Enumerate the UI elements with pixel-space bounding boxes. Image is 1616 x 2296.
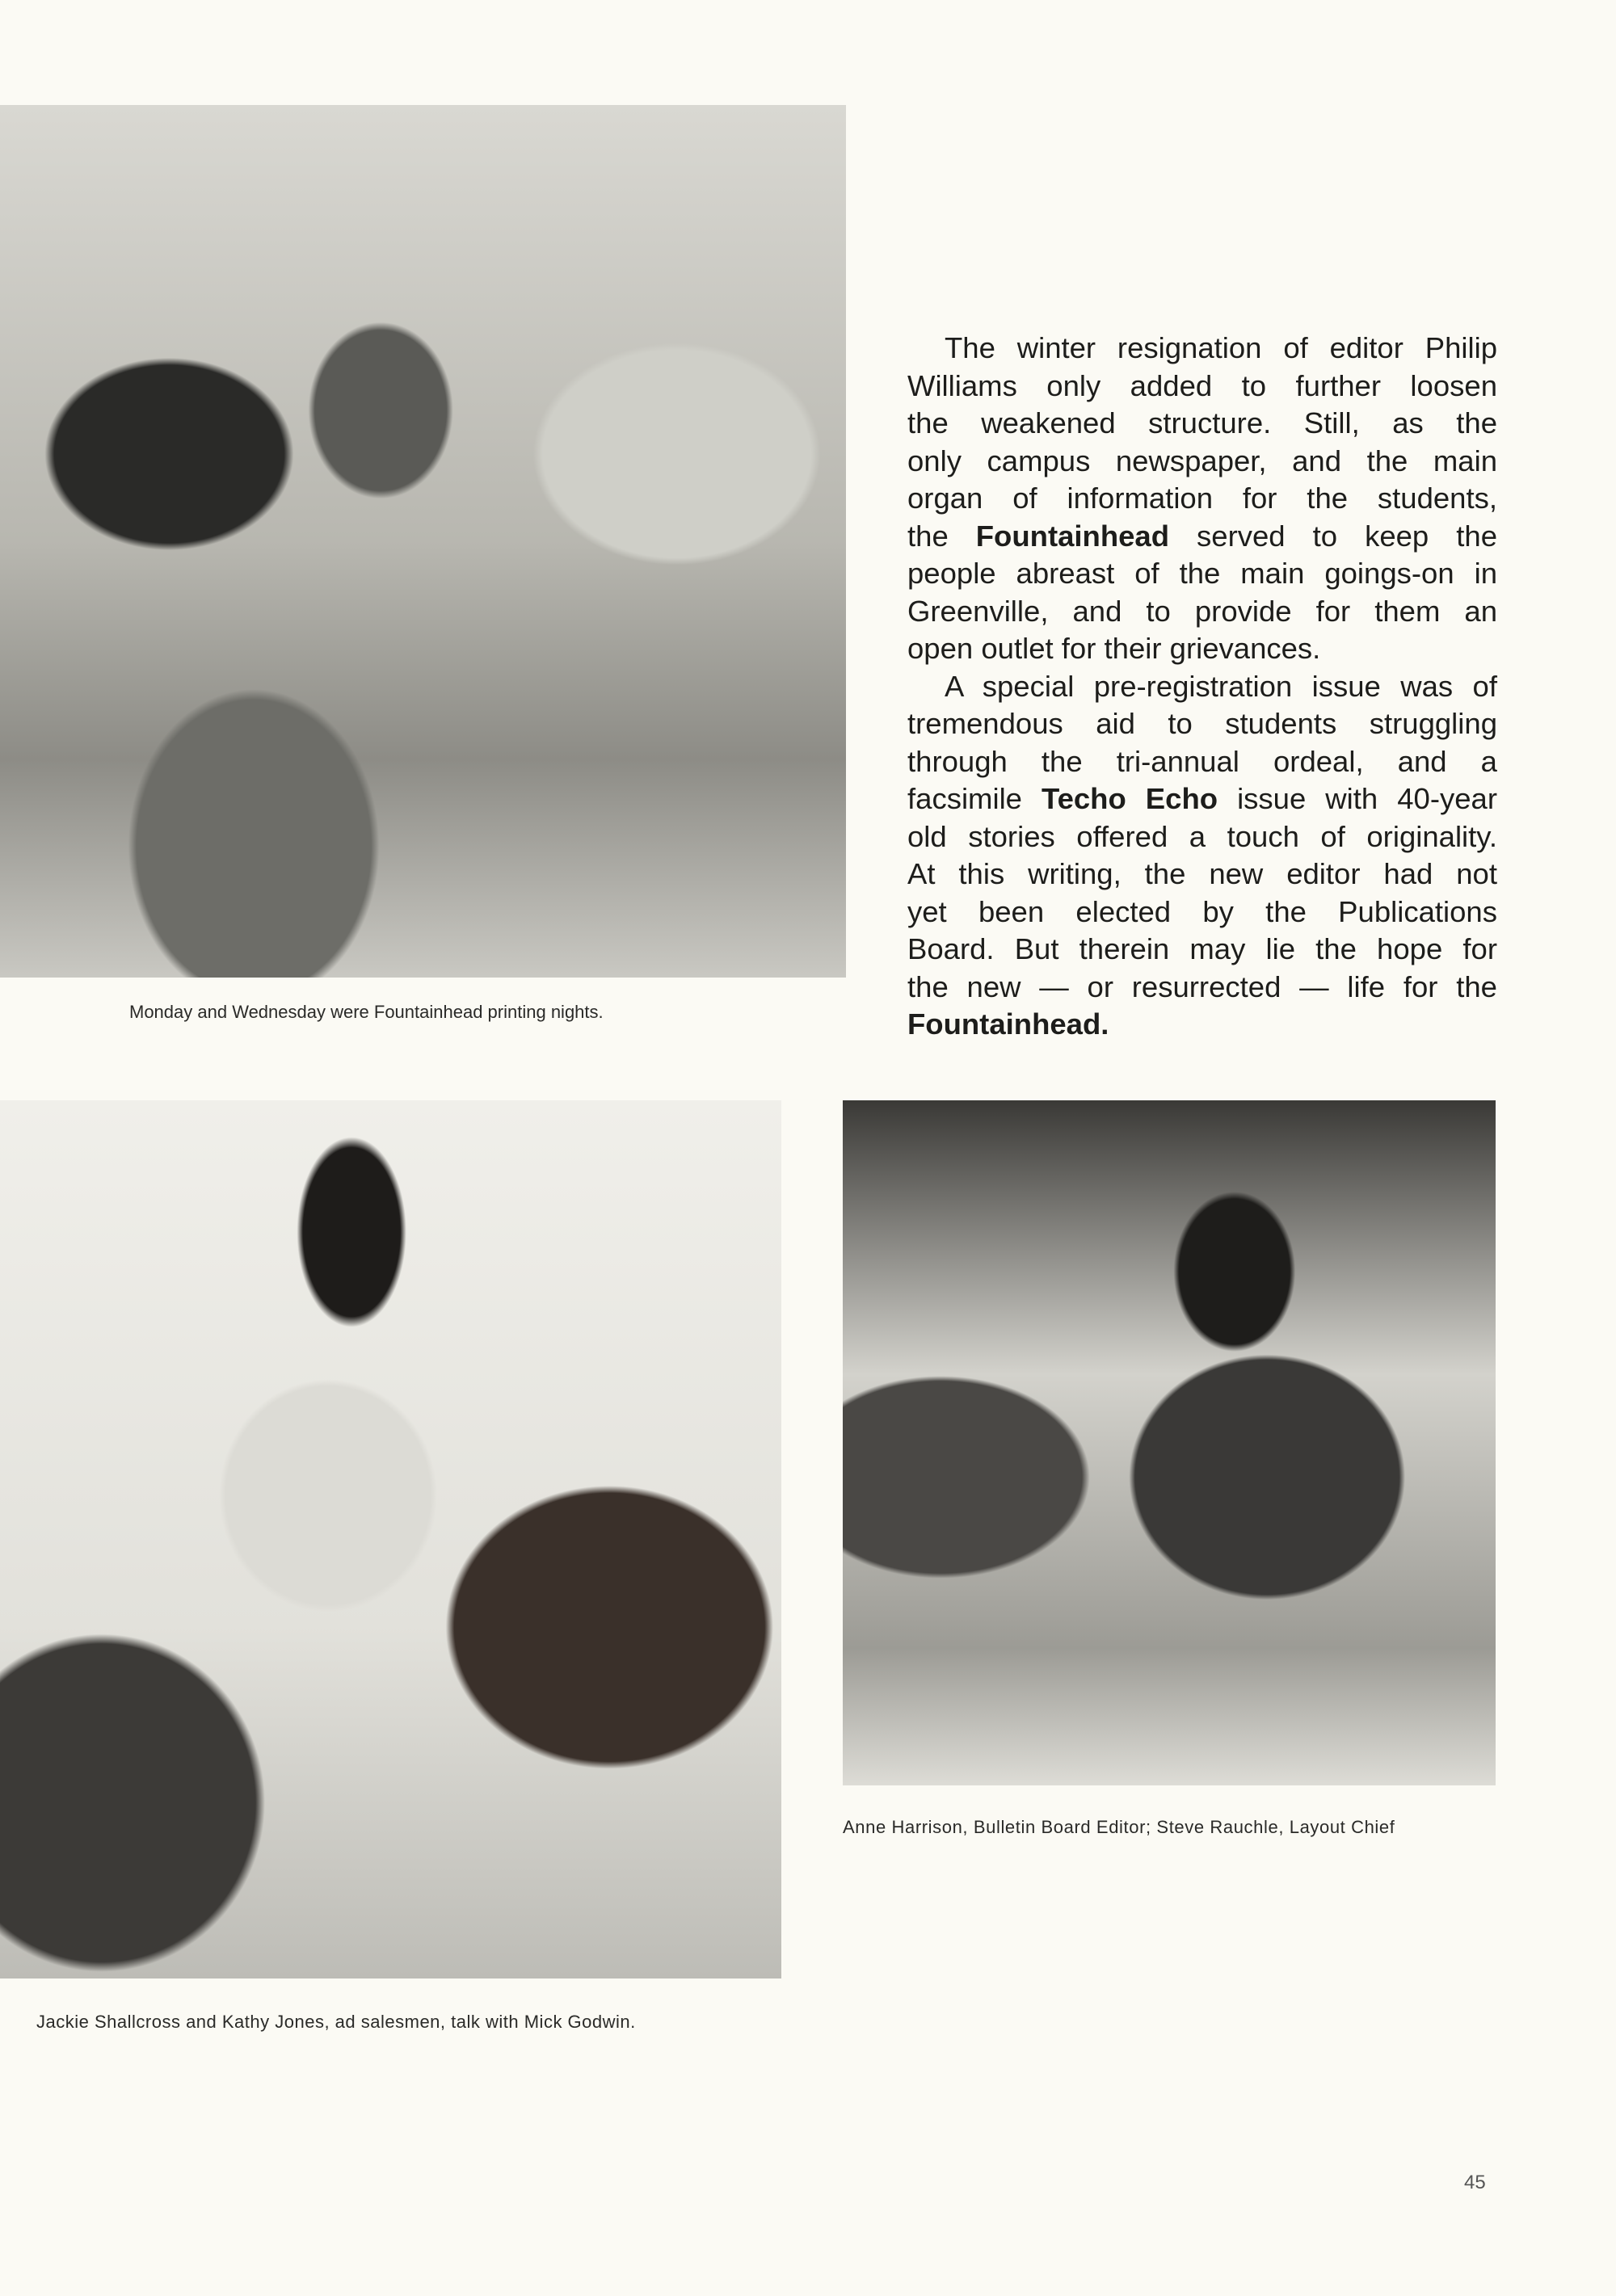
text-line bbox=[907, 780, 1497, 818]
article-text bbox=[907, 330, 1497, 1044]
text-segment: The winter resignation of editor Philip bbox=[945, 331, 1497, 364]
text-segment: the new — or resurrected — life for the bbox=[907, 969, 1497, 1003]
photo-ad-salesmen bbox=[0, 1100, 781, 1979]
photo-caption: Jackie Shallcross and Kathy Jones, ad salesmen, talk with Mick Godwin. bbox=[36, 2012, 636, 2032]
text-line bbox=[907, 405, 1497, 443]
text-segment: tremendous aid to students struggling bbox=[907, 707, 1497, 740]
text-segment: open outlet for their grievances. bbox=[907, 632, 1321, 665]
text-segment: Williams only added to further loosen bbox=[907, 368, 1497, 402]
page-number: 45 bbox=[1464, 2172, 1486, 2193]
text-line bbox=[907, 668, 1497, 706]
text-line bbox=[907, 1006, 1497, 1044]
photo-printing-night bbox=[0, 105, 846, 978]
text-line bbox=[907, 593, 1497, 631]
text-segment: At this writing, the new editor had not bbox=[907, 857, 1497, 890]
bold-title: Fountainhead bbox=[975, 519, 1170, 553]
text-line bbox=[907, 368, 1497, 406]
text-line bbox=[907, 705, 1497, 743]
text-segment: Greenville, and to provide for them an bbox=[907, 594, 1497, 628]
text-line bbox=[907, 630, 1497, 668]
text-segment: issue with 40-year bbox=[1218, 782, 1497, 815]
text-segment: organ of information for the students, bbox=[907, 481, 1497, 515]
text-segment: A special pre-registration issue was of bbox=[945, 669, 1497, 703]
text-segment: the weakened structure. Still, as the bbox=[907, 406, 1497, 439]
text-line bbox=[907, 818, 1497, 856]
text-line bbox=[907, 443, 1497, 481]
text-line bbox=[907, 931, 1497, 969]
text-line bbox=[907, 518, 1497, 556]
text-segment: Board. But therein may lie the hope for bbox=[907, 932, 1497, 965]
text-segment: old stories offered a touch of originality. bbox=[907, 819, 1497, 853]
text-line bbox=[907, 555, 1497, 593]
text-line bbox=[907, 969, 1497, 1007]
text-line bbox=[907, 330, 1497, 368]
photo-caption: Monday and Wednesday were Fountainhead printing nights. bbox=[129, 1002, 604, 1022]
text-line bbox=[907, 743, 1497, 781]
text-segment: yet been elected by the Publications bbox=[907, 894, 1497, 928]
text-line bbox=[907, 480, 1497, 518]
bold-title: Techo Echo bbox=[1042, 782, 1218, 815]
text-segment: through the tri-annual ordeal, and a bbox=[907, 744, 1497, 778]
text-line bbox=[907, 894, 1497, 931]
photo-editors bbox=[843, 1100, 1496, 1785]
text-segment: people abreast of the main goings-on in bbox=[907, 557, 1497, 590]
text-segment: served to keep the bbox=[1169, 519, 1497, 553]
text-segment: facsimile bbox=[907, 782, 1042, 815]
text-segment: the bbox=[907, 519, 976, 553]
photo-caption: Anne Harrison, Bulletin Board Editor; Steve Rauchle, Layout Chief bbox=[843, 1817, 1395, 1837]
bold-title: Fountainhead. bbox=[907, 1007, 1109, 1041]
text-segment: only campus newspaper, and the main bbox=[907, 444, 1497, 477]
text-line bbox=[907, 856, 1497, 894]
